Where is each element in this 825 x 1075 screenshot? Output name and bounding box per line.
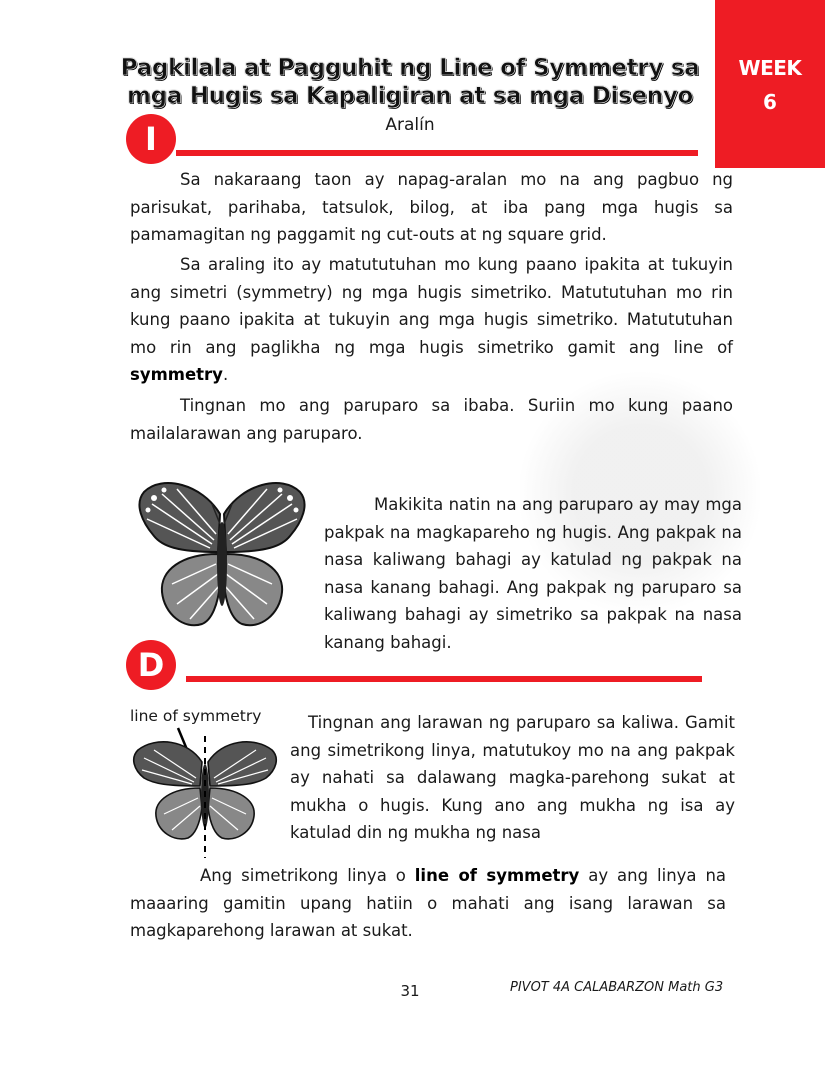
page-title: [100, 54, 720, 110]
symmetry-explanation: Tingnan ang larawan ng paruparo sa kaliwa. Gamit ang simetrikong linya, matutukoy mo na ang pakpak ay nahati sa dalawang magka-parehong sukat at mukha o hugis. Kung ano ang mukha ng isa ay katulad din ng mukha ng nasa: [290, 713, 735, 842]
title-line-1: Pagkilala at Pagguhit ng Line of Symmetry sa: [120, 55, 700, 81]
butterfly-symmetry-image: [128, 726, 283, 858]
section-i-divider: [176, 150, 698, 156]
section-d-badge: D: [126, 640, 176, 690]
section-d-divider: [186, 676, 702, 682]
page-number: 31: [400, 982, 420, 1000]
butterfly-description: Makikita natin na ang paruparo ay may mga pakpak na magkapareho ng hugis. Ang pakpak na nasa kaliwang bahagi ay katulad ng pakpak na nasa kanang bahagi. Ang pakpak ng paruparo sa kaliwang bahagi ay simetriko sa pakpak na nasa kanang bahagi.: [324, 495, 742, 652]
instruction-paragraph: Tingnan mo ang paruparo sa ibaba. Suriin mo kung paano mailalarawan ang paruparo.: [130, 396, 733, 443]
line-of-symmetry-term: line of symmetry: [414, 866, 580, 885]
symmetry-definition: Ang simetrikong linya o line of symmetry ay ang linya na maaaring gamitin upang hatiin o mahati ang isang larawan sa magkaparehong larawan at sukat.: [130, 866, 727, 940]
footer-source: PIVOT 4A CALABARZON Math G3: [510, 980, 724, 995]
section-i-badge: I: [126, 114, 176, 164]
line-of-symmetry-label: line of symmetry: [130, 707, 262, 725]
week-badge: [715, 0, 825, 168]
symmetry-term: symmetry: [130, 365, 223, 384]
lesson-paragraph: Sa araling ito ay matututuhan mo kung paano ipakita at tukuyin ang simetri (symmetry) ng mga hugis simetriko. Matututuhan mo rin kung paano ipakita at tukuyin ang mga hugis simetriko. Matututuhan mo rin ang paglikha ng mga hugis simetriko gamit ang line of symmetry.: [130, 255, 733, 384]
intro-paragraph: Sa nakaraang taon ay napag-aralan mo na ang pagbuo ng parisukat, parihaba, tatsulok, bilog, at iba pang mga hugis sa pamamagitan ng paggamit ng cut-outs at ng square grid.: [130, 170, 733, 244]
page-subtitle: Aralín: [385, 115, 435, 135]
week-label: WEEK: [738, 56, 802, 80]
week-number: 6: [763, 90, 777, 114]
butterfly-large-image: [132, 474, 312, 634]
title-line-2: mga Hugis sa Kapaligiran at sa mga Disenyo: [126, 83, 694, 109]
